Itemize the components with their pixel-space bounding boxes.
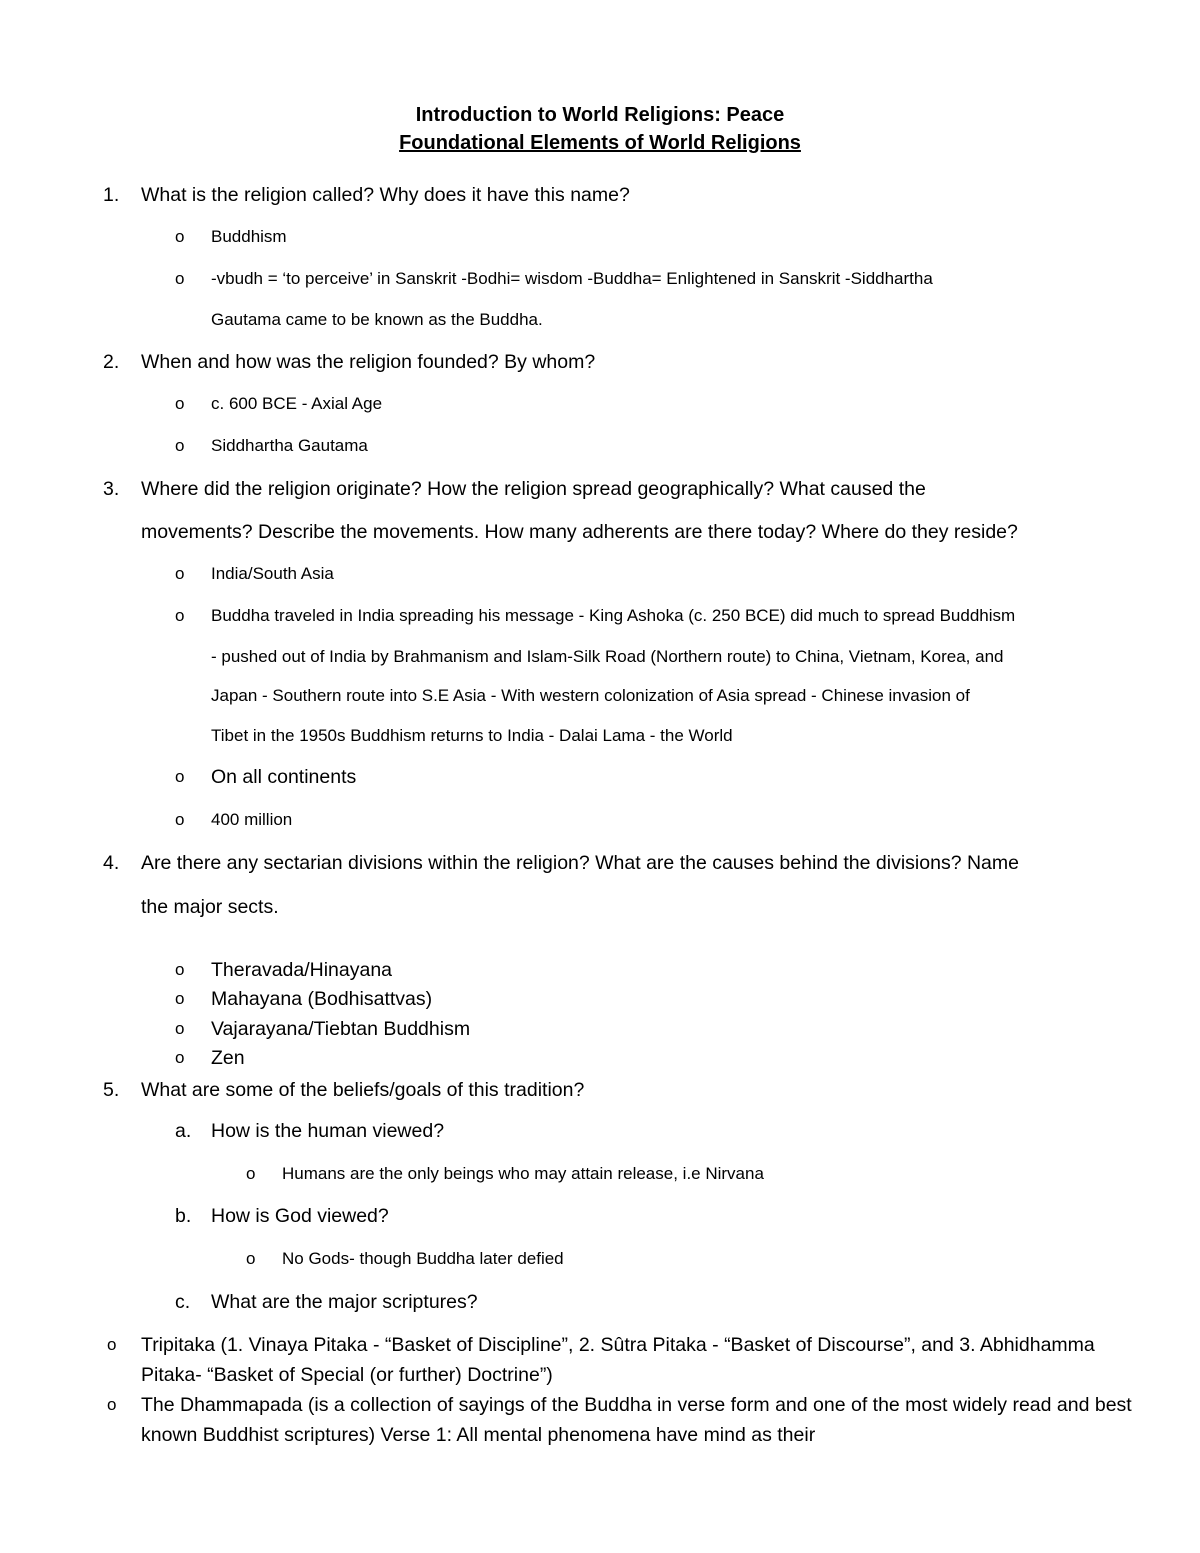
sect-name: Zen [211, 1047, 245, 1069]
answer-text: Buddha traveled in India spreading his message - King Ashoka (c. 250 BCE) did much to spread Buddhism [211, 606, 1016, 625]
answer-text: 400 million [211, 810, 293, 829]
subquestion-letter: c. [175, 1291, 191, 1313]
subquestion-text: What are the major scriptures? [211, 1291, 478, 1313]
bullet-icon: o [175, 564, 185, 583]
bullet-icon: o [175, 436, 185, 455]
question-text: Are there any sectarian divisions within the religion? What are the causes behind the divisions? Name [141, 852, 1019, 874]
scripture-text: Tripitaka (1. Vinaya Pitaka - “Basket of Discipline”, 2. Sûtra Pitaka - “Basket of Discourse”, and 3. Abhidhamma Pitaka- “Basket of Special (or further) Doctrine”) [141, 1334, 1095, 1386]
question-number: 3. [103, 478, 120, 500]
bullet-icon: o [107, 1335, 117, 1354]
bullet-icon: o [175, 394, 185, 413]
subquestion-text: How is the human viewed? [211, 1120, 445, 1142]
bullet-icon: o [175, 767, 185, 786]
answer-text: - pushed out of India by Brahmanism and Islam-Silk Road (Northern route) to China, Vietnam, Korea, and [211, 647, 1004, 666]
answer-text: Gautama came to be known as the Buddha. [211, 310, 543, 329]
answer-text: Tibet in the 1950s Buddhism returns to India - Dalai Lama - the World [211, 726, 733, 745]
answer-text: c. 600 BCE - Axial Age [211, 394, 383, 413]
question-number: 4. [103, 852, 120, 874]
answer-text: No Gods- though Buddha later defied [282, 1249, 564, 1268]
answer-text: Humans are the only beings who may attain release, i.e Nirvana [282, 1164, 764, 1183]
document-title: Introduction to World Religions: Peace [415, 104, 785, 126]
answer-text: Buddhism [211, 227, 287, 246]
bullet-icon: o [175, 960, 185, 979]
bullet-icon: o [175, 1048, 185, 1067]
bullet-icon: o [107, 1395, 117, 1414]
subquestion-letter: b. [175, 1205, 192, 1227]
bullet-icon: o [246, 1249, 256, 1268]
answer-text: Japan - Southern route into S.E Asia - With western colonization of Asia spread - Chinese invasion of [211, 686, 970, 705]
bullet-icon: o [175, 269, 185, 288]
bullet-icon: o [175, 606, 185, 625]
sect-name: Vajarayana/Tiebtan Buddhism [211, 1018, 471, 1040]
answer-text: -vbudh = ‘to perceive’ in Sanskrit -Bodhi= wisdom -Buddha= Enlightened in Sanskrit -Siddhartha [211, 269, 933, 288]
question-text: When and how was the religion founded? By whom? [141, 351, 596, 373]
question-number: 2. [103, 351, 120, 373]
scripture-text: The Dhammapada (is a collection of sayings of the Buddha in verse form and one of the most widely read and best known Buddhist scriptures) Verse 1: All mental phenomena have mind as their [141, 1394, 1132, 1446]
document-subtitle: Foundational Elements of World Religions [399, 132, 801, 154]
bullet-icon: o [175, 1019, 185, 1038]
subquestion-letter: a. [175, 1120, 192, 1142]
answer-text: India/South Asia [211, 564, 334, 583]
sect-name: Theravada/Hinayana [211, 959, 393, 981]
answer-text: On all continents [211, 766, 357, 788]
sect-name: Mahayana (Bodhisattvas) [211, 988, 433, 1010]
question-text: What is the religion called? Why does it have this name? [141, 184, 630, 206]
bullet-icon: o [175, 989, 185, 1008]
question-number: 5. [103, 1079, 120, 1101]
answer-text: Siddhartha Gautama [211, 436, 368, 455]
bullet-icon: o [175, 227, 185, 246]
question-text: movements? Describe the movements. How many adherents are there today? Where do they reside? [141, 521, 1018, 543]
question-number: 1. [103, 184, 120, 206]
question-text: Where did the religion originate? How the religion spread geographically? What caused the [141, 478, 926, 500]
bullet-icon: o [175, 810, 185, 829]
bullet-icon: o [246, 1164, 256, 1183]
subquestion-text: How is God viewed? [211, 1205, 389, 1227]
question-text: What are some of the beliefs/goals of this tradition? [141, 1079, 585, 1101]
question-text: the major sects. [141, 896, 279, 918]
